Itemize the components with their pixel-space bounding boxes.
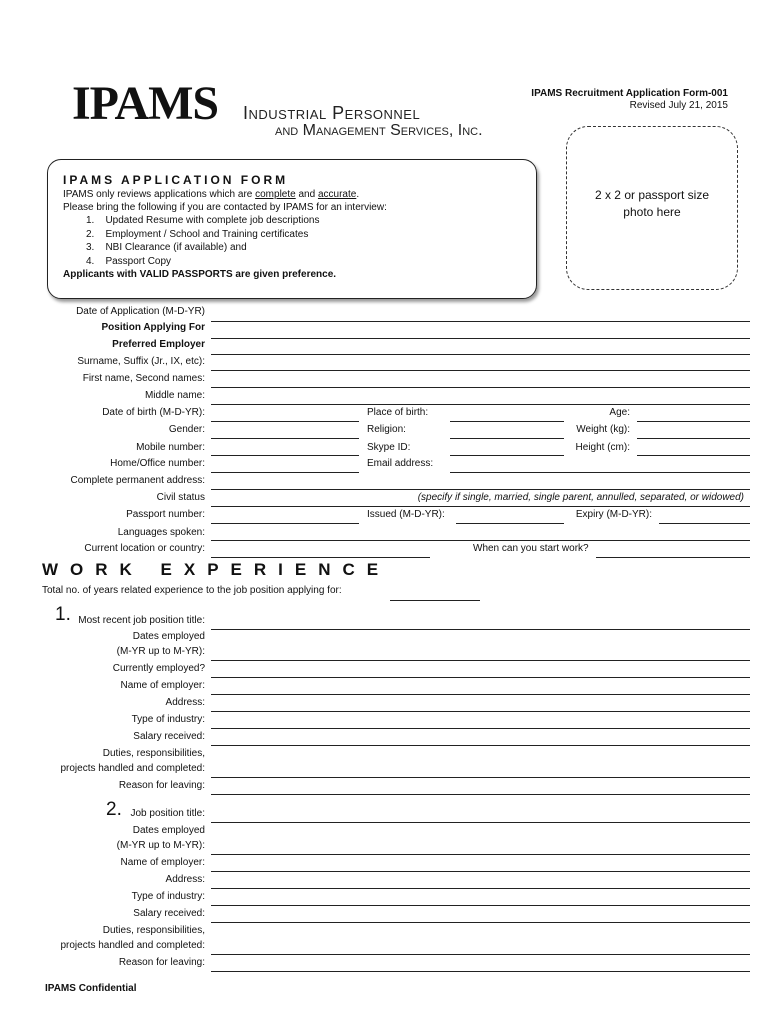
start-work-field[interactable] (596, 557, 750, 558)
job1-duties-label: Duties, responsibilities, (102, 748, 205, 759)
age-field[interactable] (637, 421, 750, 422)
list-item: 3. NBI Clearance (if available) and (86, 242, 247, 253)
location-field[interactable] (211, 557, 430, 558)
job1-duties-label2: projects handled and completed: (60, 763, 205, 774)
passport-field[interactable] (211, 523, 359, 524)
job1-duties-field[interactable] (211, 777, 750, 778)
list-item: 2. Employment / School and Training certificates (86, 229, 309, 240)
job1-salary-field[interactable] (211, 745, 750, 746)
passport-label: Passport number: (126, 509, 205, 520)
religion-label: Religion: (367, 424, 406, 435)
expiry-label: Expiry (M-D-YR): (575, 509, 652, 520)
job1-address-field[interactable] (211, 711, 750, 712)
job1-address-label: Address: (165, 697, 205, 708)
form-id: IPAMS Recruitment Application Form-001 (531, 88, 728, 99)
form-id-block (531, 88, 728, 112)
surname-field[interactable] (211, 370, 750, 371)
job1-industry-field[interactable] (211, 728, 750, 729)
civil-status-field[interactable] (211, 506, 750, 507)
date-of-application-label: Date of Application (M-D-YR) (76, 306, 205, 317)
email-label: Email address: (367, 458, 434, 469)
job2-reason-label: Reason for leaving: (118, 957, 205, 968)
job1-reason-field[interactable] (211, 794, 750, 795)
preferred-employer-field[interactable] (211, 354, 750, 355)
passport-preference-note: Applicants with VALID PASSPORTS are given preference. (63, 269, 337, 280)
job2-duties-label2: projects handled and completed: (60, 940, 205, 951)
revised-date: Revised July 21, 2015 (629, 100, 728, 111)
job2-address-label: Address: (165, 874, 205, 885)
company-name-line2: and Management Services, Inc. (275, 122, 483, 139)
job2-employer-field[interactable] (211, 871, 750, 872)
work-experience-heading: WORK EXPERIENCE (42, 560, 391, 579)
dob-label: Date of birth (M-D-YR): (102, 407, 205, 418)
photo-line2: photo here (623, 205, 681, 219)
confidential-footer: IPAMS Confidential (45, 983, 137, 994)
job1-employer-label: Name of employer: (120, 680, 205, 691)
form-title: IPAMS APPLICATION FORM (63, 173, 289, 187)
job2-industry-field[interactable] (211, 905, 750, 906)
location-label: Current location or country: (84, 543, 205, 554)
gender-field[interactable] (211, 438, 359, 439)
first-name-label: First name, Second names: (82, 373, 205, 384)
middle-name-label: Middle name: (144, 390, 205, 401)
job1-reason-label: Reason for leaving: (118, 780, 205, 791)
job2-duties-label: Duties, responsibilities, (102, 925, 205, 936)
job2-dates-label: Dates employed (132, 825, 205, 836)
first-name-field[interactable] (211, 387, 750, 388)
job1-dates-field[interactable] (211, 660, 750, 661)
job2-industry-label: Type of industry: (131, 891, 205, 902)
job1-title-field[interactable] (211, 629, 750, 630)
civil-status-label: Civil status (156, 492, 205, 503)
position-applying-field[interactable] (211, 338, 750, 339)
skype-field[interactable] (450, 455, 564, 456)
job1-salary-label: Salary received: (133, 731, 205, 742)
place-of-birth-field[interactable] (450, 421, 564, 422)
job1-employer-field[interactable] (211, 694, 750, 695)
middle-name-field[interactable] (211, 404, 750, 405)
expiry-field[interactable] (659, 523, 750, 524)
job2-duties-field[interactable] (211, 954, 750, 955)
preferred-employer-label: Preferred Employer (112, 339, 205, 350)
mobile-field[interactable] (211, 455, 359, 456)
skype-label: Skype ID: (367, 442, 411, 453)
list-item: 1. Updated Resume with complete job descriptions (86, 215, 320, 226)
languages-field[interactable] (211, 540, 750, 541)
intro-line2: Please bring the following if you are contacted by IPAMS for an interview: (63, 202, 387, 213)
email-field[interactable] (450, 472, 750, 473)
religion-field[interactable] (450, 438, 564, 439)
job1-current-label: Currently employed? (112, 663, 205, 674)
job2-employer-label: Name of employer: (120, 857, 205, 868)
surname-label: Surname, Suffix (Jr., IX, etc): (77, 356, 205, 367)
weight-field[interactable] (637, 438, 750, 439)
job2-title-label: Job position title: (130, 808, 205, 819)
intro-line1: IPAMS only reviews applications which are complete and accurate. (63, 189, 360, 200)
issued-field[interactable] (456, 523, 564, 524)
address-field[interactable] (211, 489, 750, 490)
job2-salary-field[interactable] (211, 922, 750, 923)
civil-status-hint: (specify if single, married, single parent, annulled, separated, or widowed) (417, 492, 744, 503)
job2-number: 2. (106, 799, 122, 820)
application-instructions-box (47, 159, 537, 299)
photo-line1: 2 x 2 or passport size (594, 188, 710, 202)
weight-label: Weight (kg): (576, 424, 630, 435)
total-years-field[interactable] (390, 600, 480, 601)
job2-dates-format-label: (M-YR up to M-YR): (116, 840, 205, 851)
height-field[interactable] (637, 455, 750, 456)
job2-salary-label: Salary received: (133, 908, 205, 919)
job2-title-field[interactable] (211, 822, 750, 823)
job1-title-label: Most recent job position title: (78, 615, 205, 626)
age-label: Age: (609, 407, 630, 418)
job2-reason-field[interactable] (211, 971, 750, 972)
company-name (243, 104, 483, 140)
job2-address-field[interactable] (211, 888, 750, 889)
dob-field[interactable] (211, 421, 359, 422)
start-work-label: When can you start work? (473, 543, 589, 554)
job1-dates-label: Dates employed (132, 631, 205, 642)
job2-dates-field[interactable] (211, 854, 750, 855)
total-years-label: Total no. of years related experience to the job position applying for: (42, 585, 342, 596)
list-item: 4. Passport Copy (86, 256, 172, 267)
photo-placeholder[interactable] (566, 126, 738, 290)
date-of-application-field[interactable] (211, 321, 750, 322)
job1-dates-format-label: (M-YR up to M-YR): (116, 646, 205, 657)
gender-label: Gender: (168, 424, 205, 435)
ipams-logo: IPAMS (72, 77, 219, 130)
languages-label: Languages spoken: (117, 527, 205, 538)
job1-industry-label: Type of industry: (131, 714, 205, 725)
height-label: Height (cm): (575, 442, 630, 453)
address-label: Complete permanent address: (70, 475, 205, 486)
issued-label: Issued (M-D-YR): (367, 509, 445, 520)
company-name-line1: Industrial Personnel (243, 103, 421, 123)
home-office-label: Home/Office number: (110, 458, 205, 469)
place-of-birth-label: Place of birth: (367, 407, 429, 418)
job1-number: 1. (55, 604, 71, 625)
position-applying-label: Position Applying For (101, 322, 205, 333)
home-office-field[interactable] (211, 472, 359, 473)
mobile-label: Mobile number: (136, 442, 205, 453)
job1-current-field[interactable] (211, 677, 750, 678)
